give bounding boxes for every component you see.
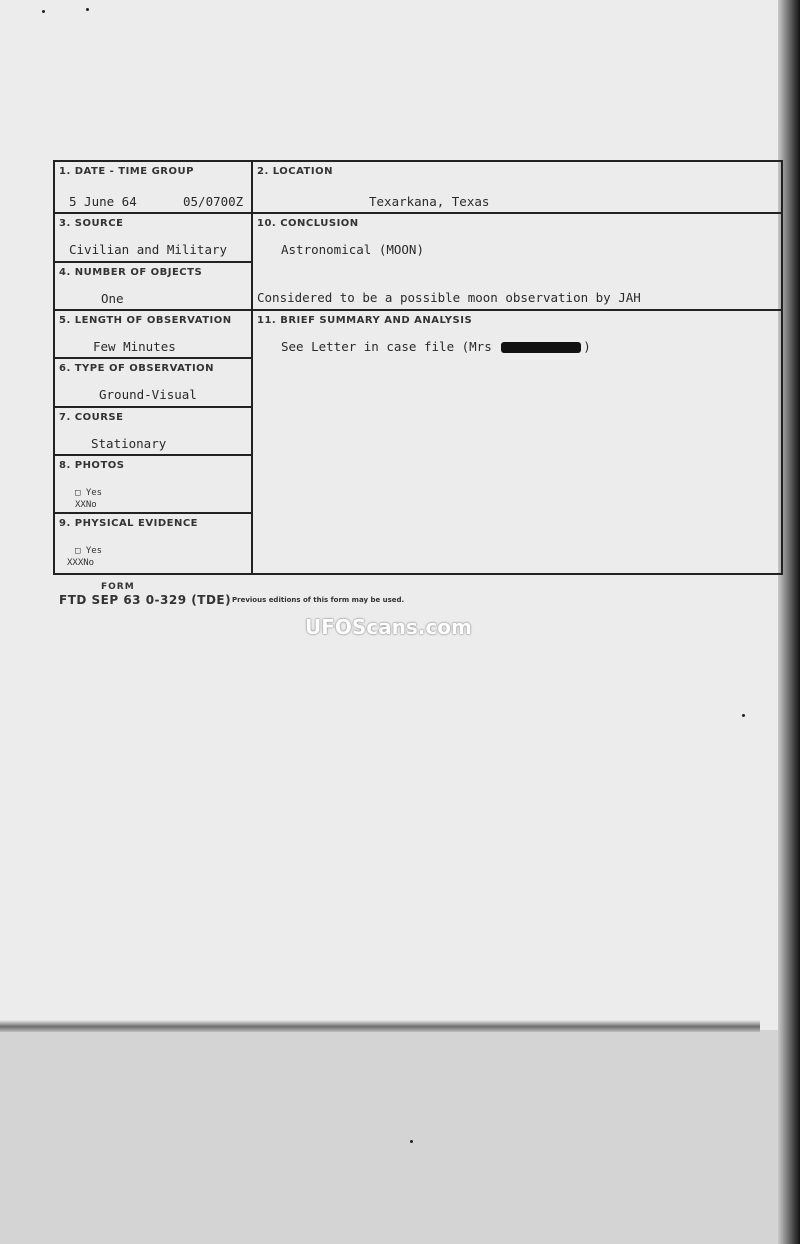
time-value: 05/0700Z [183,194,244,209]
date-value: 5 June 64 [69,194,137,209]
speck [742,714,745,717]
scan-background [0,1030,795,1244]
photos-yes-checkbox: □ Yes [75,488,103,498]
speck [86,8,89,11]
speck [42,10,45,13]
conclusion-value: Astronomical (MOON) [281,242,424,257]
date-time-label: 1. DATE - TIME GROUP [59,166,194,177]
summary-cell [253,311,781,573]
photos-cell [55,456,253,514]
course-label: 7. COURSE [59,412,124,423]
location-cell [253,162,781,214]
summary-label: 11. BRIEF SUMMARY AND ANALYSIS [257,315,473,326]
evidence-yes-checkbox: □ Yes [75,546,103,556]
type-value: Ground-Visual [99,387,197,402]
length-value: Few Minutes [93,339,176,354]
objects-value: One [101,291,124,306]
form-id: FTD SEP 63 0-329 (TDE) [59,593,232,607]
objects-label: 4. NUMBER OF OBJECTS [59,267,203,278]
page-edge-shadow [0,1020,760,1032]
watermark: UFOScans.com [305,615,472,639]
length-cell [55,311,253,359]
source-cell [55,214,253,263]
source-value: Civilian and Military [69,242,228,257]
photos-no-checkbox: XXNo [75,500,97,510]
source-label: 3. SOURCE [59,218,124,229]
photos-label: 8. PHOTOS [59,460,125,471]
form-note: Previous editions of this form may be used. [232,596,405,604]
objects-cell [55,263,253,311]
redaction-bar [501,342,581,353]
conclusion-label: 10. CONCLUSION [257,218,359,229]
conclusion-note: Considered to be a possible moon observation by JAH [257,290,641,305]
conclusion-cell [253,214,781,311]
course-cell [55,408,253,456]
course-value: Stationary [91,436,167,451]
summary-close: ) [583,339,591,354]
date-time-cell [55,162,253,214]
summary-text: See Letter in case file (Mrs [281,339,492,354]
summary-text-line [281,339,591,354]
form-word: FORM [101,582,135,592]
speck [410,1140,413,1143]
length-label: 5. LENGTH OF OBSERVATION [59,315,232,326]
location-value: Texarkana, Texas [369,194,490,209]
evidence-cell [55,514,253,573]
location-label: 2. LOCATION [257,166,333,177]
type-label: 6. TYPE OF OBSERVATION [59,363,215,374]
project-record-card [53,160,783,575]
evidence-label: 9. PHYSICAL EVIDENCE [59,518,198,529]
evidence-no-checkbox: XXXNo [67,558,95,568]
type-cell [55,359,253,408]
